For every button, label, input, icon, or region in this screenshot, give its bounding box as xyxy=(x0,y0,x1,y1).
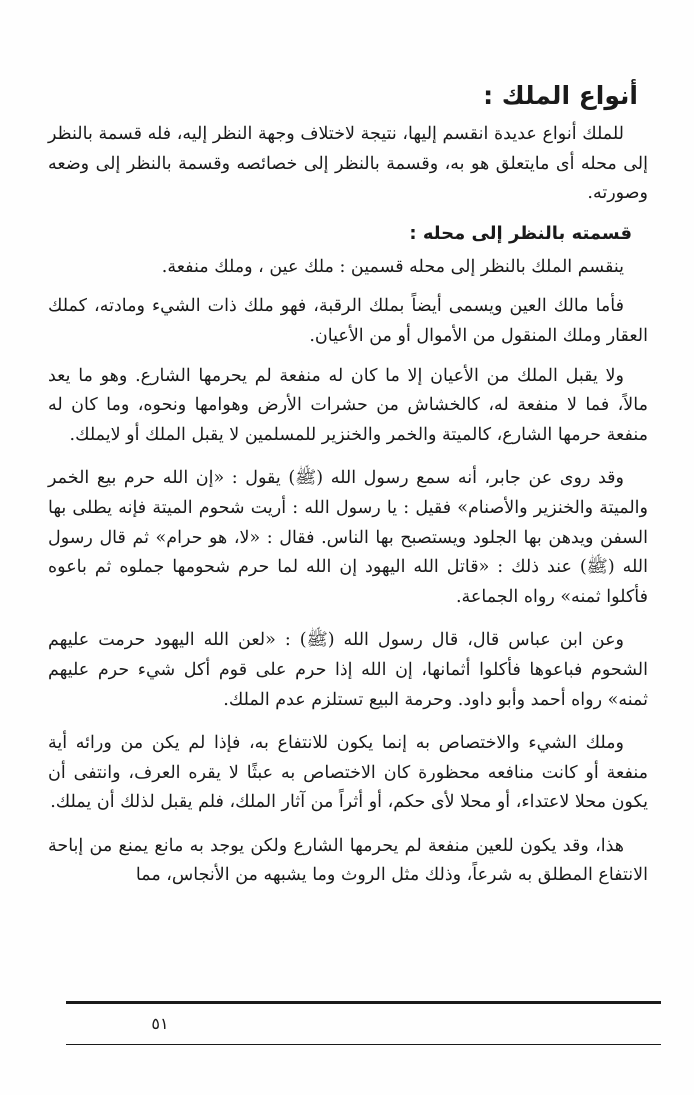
subsection-title: قسمته بالنظر إلى محله : xyxy=(409,222,632,244)
paragraph: ولا يقبل الملك من الأعيان إلا ما كان له منفعة لم يحرمها الشارع. وهو ما يعد مالاً، فما لا منفعة له، كالخشاش من حشرات الأرض وهوامها ونحوه، وما كان له منفعة حرمها الشارع، كالميتة والخمر والخنزير للمسلمين لا يقبل الملك أو لايملك. xyxy=(48,365,648,445)
page-number: ٥١ xyxy=(151,1014,169,1033)
footer-rule-thin xyxy=(66,1044,661,1045)
paragraph: وقد روى عن جابر، أنه سمع رسول الله (ﷺ) يقول : «إن الله حرم بيع الخمر والميتة والخنزير والأصنام» فقيل : يا رسول الله : أريت شحوم الميتة فإنه يطلى بها السفن ويدهن بها الجلود ويستصبح بها الناس. فقال : «لا، هو حرام» ثم قال رسول الله (ﷺ) عند ذلك : «قاتل الله اليهود إن الله لما حرم شحومها جملوه ثم باعوه فأكلوا ثمنه» رواه الجماعة. xyxy=(48,468,648,607)
page-body xyxy=(48,78,648,901)
paragraph: هذا، وقد يكون للعين منفعة لم يحرمها الشارع ولكن يوجد به مانع يمنع من إباحة الانتفاع المطلق به شرعاً، وذلك مثل الروث وما يشبهه من الأنجاس، مما xyxy=(48,835,648,886)
paragraph: فأما مالك العين ويسمى أيضاً بملك الرقبة، فهو ملك ذات الشيء ومادته، كملك العقار وملك المنقول من الأموال أو من الأعيان. xyxy=(48,296,648,346)
section-title: أنواع الملك : xyxy=(483,81,638,110)
paragraph: ينقسم الملك بالنظر إلى محله قسمين : ملك عين ، وملك منفعة. xyxy=(161,256,624,277)
paragraph: وملك الشيء والاختصاص به إنما يكون للانتفاع به، فإذا لم يكن من ورائه أية منفعة أو كانت منافعه محظورة كان الاختصاص به عبثًا لا يقره العرف، وانتفى أن يكون محلا لاعتداء، أو محلا لأى حكم، أو أثراً من آثار الملك، فلم يقبل لذلك أن يملك. xyxy=(48,733,648,813)
paragraph: وعن ابن عباس قال، قال رسول الله (ﷺ) : «لعن الله اليهود حرمت عليهم الشحوم فباعوها فأكلوا أثمانها، إن الله إذا حرم على قوم أكل شيء حرم عليهم ثمنه» رواه أحمد وأبو داود. وحرمة البيع تستلزم عدم الملك. xyxy=(48,630,648,710)
footer-rule-thick xyxy=(66,1001,661,1004)
paragraph-intro: للملك أنواع عديدة انقسم إليها، نتيجة لاختلاف وجهة النظر إليه، فله قسمة بالنظر إلى محله أى مايتعلق هو به، وقسمة بالنظر إلى خصائصه وقسمة بالنظر إلى وضعه وصورته. xyxy=(48,124,648,204)
